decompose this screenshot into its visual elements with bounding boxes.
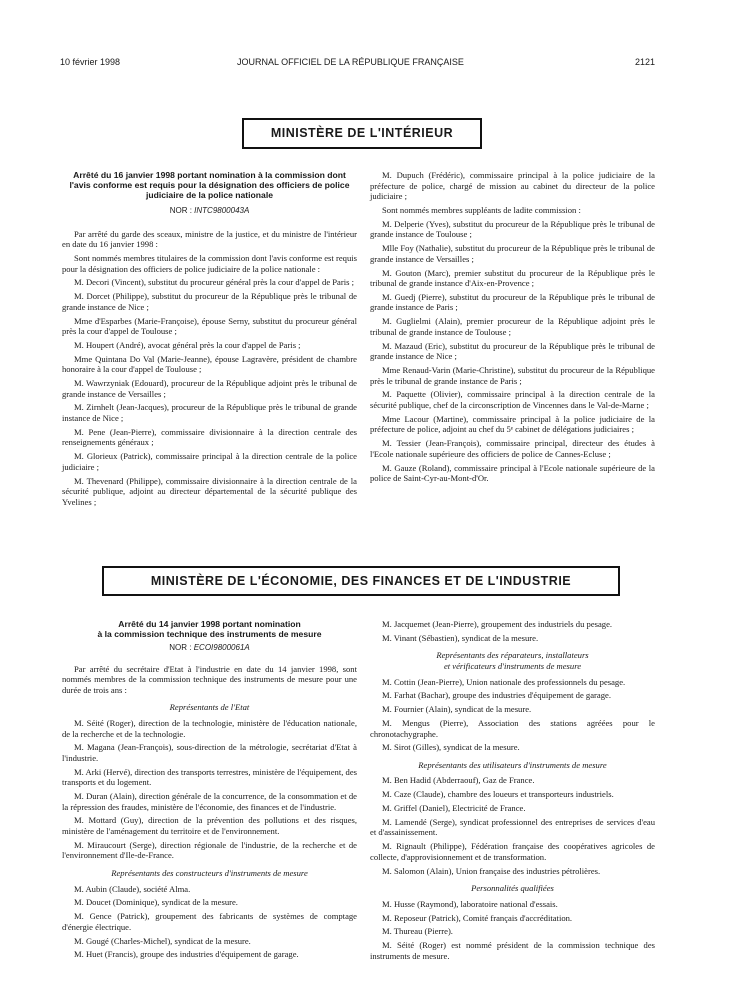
decree-paragraph: M. Delperie (Yves), substitut du procureur de la République près le tribunal de grande instance de Toulouse ; xyxy=(370,218,655,240)
member-entry: M. Rignault (Philippe), Fédération française des coopératives agricoles de collecte, d'approvisionnement et de transformation. xyxy=(370,841,655,862)
member-entry: M. Farhat (Bachar), groupe des industries d'équipement de garage. xyxy=(382,690,611,701)
member-entry: M. Doucet (Dominique), syndicat de la mesure. xyxy=(74,897,238,908)
decree-paragraph: M. Mazaud (Eric), substitut du procureur de la République près le tribunal de grande instance de Nice ; xyxy=(370,340,655,362)
member-entry: M. Aubin (Claude), société Alma. xyxy=(74,883,191,894)
decree-paragraph: M. Dorcet (Philippe), substitut du procureur de la République près le tribunal de grande instance de Nice ; xyxy=(62,291,357,312)
decree-paragraph: Sont nommés membres titulaires de la commission dont l'avis conforme est requis pour la désignation des officiers de police judiciaire de la police nationale : xyxy=(62,252,357,274)
list-utilisateurs xyxy=(370,775,655,876)
member-entry: M. Magana (Jean-François), sous-direction de la métrologie, secrétariat d'Etat à l'industrie. xyxy=(62,742,357,763)
member-entry: M. Séité (Roger), direction de la technologie, ministère de l'éducation nationale, de la recherche et de la technologie. xyxy=(62,717,357,739)
member-entry: M. Caze (Claude), chambre des loueurs et transporteurs industriels. xyxy=(382,789,614,800)
nor-reference: NOR : ECOI9800061A xyxy=(169,643,250,652)
decree-paragraph: M. Zirnhelt (Jean-Jacques), procureur de la République près le tribunal de grande instance de Nice ; xyxy=(62,402,357,423)
decree-intro: Par arrêté du secrétaire d'Etat à l'industrie en date du 14 janvier 1998, sont nommés membres de la commission technique des instruments de mesure pour une durée de trois ans : xyxy=(62,663,357,695)
section1-right-column xyxy=(370,170,655,487)
section2-right-column xyxy=(370,619,655,964)
decree-paragraph: M. Tessier (Jean-François), commissaire principal, directeur des études à l'Ecole nationale supérieure des officiers de police de Cannes-Ecluse ; xyxy=(370,438,655,459)
decree-title: Arrêté du 16 janvier 1998 portant nomination à la commission dont l'avis conforme est requis pour la désignation des officiers de police judiciaire de la police nationale xyxy=(69,170,350,200)
decree-paragraph: Mme Quintana Do Val (Marie-Jeanne), épouse Lagravère, président de chambre honoraire à la cour d'appel de Toulouse ; xyxy=(62,353,357,375)
decree-paragraph: M. Guedj (Pierre), substitut du procureur de la République près le tribunal de grande instance de Paris ; xyxy=(370,291,655,313)
member-entry: M. Huet (Francis), groupe des industries d'équipement de garage. xyxy=(74,949,299,960)
ministry-heading-economie: MINISTÈRE DE L'ÉCONOMIE, DES FINANCES ET DE L'INDUSTRIE xyxy=(102,566,620,596)
nor-code: INTC9800043A xyxy=(194,206,250,215)
list-constructeurs-continued xyxy=(370,619,655,643)
decree-title: Arrêté du 14 janvier 1998 portant nomination à la commission technique des instruments de mesure xyxy=(97,619,322,639)
member-entry: M. Jacquemet (Jean-Pierre), groupement des industriels du pesage. xyxy=(382,619,613,629)
subheading-utilisateurs: Représentants des utilisateurs d'instruments de mesure xyxy=(418,759,607,770)
decree-paragraph: M. Houpert (André), avocat général près la cour d'appel de Paris ; xyxy=(74,339,301,350)
decree-paragraph: Sont nommés membres suppléants de ladite commission : xyxy=(382,204,581,215)
member-entry: M. Fournier (Alain), syndicat de la mesure. xyxy=(382,704,532,715)
list-reparateurs xyxy=(370,677,655,753)
member-entry: M. Ben Hadid (Abderraouf), Gaz de France. xyxy=(382,775,535,786)
decree-paragraph: M. Thevenard (Philippe), commissaire divisionnaire à la direction centrale de la sécurité publique, adjoint au directeur départemental de la sécurité publique des Yvelines ; xyxy=(62,475,357,507)
subheading-constructeurs: Représentants des constructeurs d'instruments de mesure xyxy=(111,868,308,879)
decree-paragraph: M. Paquette (Olivier), commissaire principal à la direction centrale de la sécurité publique, chef de la circonscription de Vincennes dans le Val-de-Marne ; xyxy=(370,389,655,410)
journal-title: JOURNAL OFFICIEL DE LA RÉPUBLIQUE FRANÇAISE xyxy=(237,57,464,67)
section1-left-column xyxy=(62,170,357,511)
member-entry: M. Duran (Alain), direction générale de la concurrence, de la consommation et de la répression des fraudes, ministère de l'économie, des finances et de l'industrie. xyxy=(62,791,357,812)
decree-body-continued xyxy=(370,170,655,484)
decree-paragraph: M. Guglielmi (Alain), premier procureur de la République adjoint près le tribunal de grande instance de Toulouse ; xyxy=(370,316,655,337)
nor-code: ECOI9800061A xyxy=(193,643,250,652)
decree-paragraph: M. Dupuch (Frédéric), commissaire principal à la police judiciaire de la préfecture de police, chargé de mission au cabinet du directeur de la police judiciaire ; xyxy=(370,170,655,202)
decree-paragraph: M. Decori (Vincent), substitut du procureur général près la cour d'appel de Paris ; xyxy=(74,277,355,288)
member-entry: M. Thureau (Pierre). xyxy=(382,926,453,937)
member-entry: M. Sirot (Gilles), syndicat de la mesure. xyxy=(382,742,520,753)
decree-paragraph: Mme Lacour (Martine), commissaire principal à la police judiciaire de la préfecture de police, adjoint au chef du 5ᵉ cabinet de délégations judiciaires ; xyxy=(370,413,655,435)
ministry-heading-interieur: MINISTÈRE DE L'INTÉRIEUR xyxy=(242,118,482,149)
section2-left-column xyxy=(62,619,357,963)
decree-paragraph: M. Gouton (Marc), premier substitut du procureur de la République près le tribunal de grande instance d'Aix-en-Provence ; xyxy=(370,267,655,289)
member-entry: M. Gougé (Charles-Michel), syndicat de la mesure. xyxy=(74,935,251,946)
member-entry: M. Cottin (Jean-Pierre), Union nationale des professionnels du pesage. xyxy=(382,676,626,687)
decree-paragraph: M. Pene (Jean-Pierre), commissaire divisionnaire à la direction centrale des renseignements généraux ; xyxy=(62,426,357,448)
member-entry: M. Mottard (Guy), direction de la prévention des pollutions et des risques, ministère de l'aménagement du territoire et de l'environnement. xyxy=(62,815,357,837)
list-etat xyxy=(62,718,357,861)
member-entry: M. Griffel (Daniel), Electricité de France. xyxy=(382,803,526,814)
subheading-personnalites: Personnalités qualifiées xyxy=(471,883,554,894)
member-entry: M. Mengus (Pierre), Association des stations agréées pour le chronotachygraphe. xyxy=(370,717,655,739)
nor-reference: NOR : INTC9800043A xyxy=(169,206,250,215)
member-entry: M. Reposeur (Patrick), Comité français d'accréditation. xyxy=(382,912,573,923)
member-entry: M. Lamendé (Serge), syndicat professionnel des entreprises de services d'eau et d'assainissement. xyxy=(370,816,655,838)
page-date: 10 février 1998 xyxy=(60,57,121,67)
decree-paragraph: Mlle Foy (Nathalie), substitut du procureur de la République près le tribunal de grande instance de Versailles ; xyxy=(370,243,655,264)
decree-paragraph: M. Wawrzyniak (Edouard), procureur de la République adjoint près le tribunal de grande instance de Versailles ; xyxy=(62,378,357,399)
member-entry: M. Arki (Hervé), direction des transports terrestres, ministère de l'équipement, des transports et du logement. xyxy=(62,766,357,788)
member-entry: M. Salomon (Alain), Union française des industries pétrolières. xyxy=(382,865,601,876)
member-entry: M. Gence (Patrick), groupement des fabricants de systèmes de comptage d'énergie électrique. xyxy=(62,911,357,932)
member-entry: M. Miraucourt (Serge), direction régionale de l'industrie, de la recherche et de l'environnement d'Ile-de-France. xyxy=(62,839,357,861)
decree-paragraph: Mme d'Esparbes (Marie-Françoise), épouse Serny, substitut du procureur général près la cour d'appel de Toulouse ; xyxy=(62,315,357,337)
subheading-etat: Représentants de l'Etat xyxy=(169,702,250,713)
page-number: 2121 xyxy=(634,57,655,67)
decree-paragraph: Mme Renaud-Varin (Marie-Christine), substitut du procureur de la République près le tribunal de grande instance de Paris ; xyxy=(370,365,655,386)
list-personnalites xyxy=(370,899,655,937)
decree-paragraph: M. Gauze (Roland), commissaire principal à l'Ecole nationale supérieure de la police de Saint-Cyr-au-Mont-d'Or. xyxy=(370,462,655,484)
decree-body xyxy=(62,229,357,508)
decree-paragraph: M. Glorieux (Patrick), commissaire principal à la direction centrale de la police judiciaire ; xyxy=(62,451,357,472)
decree-paragraph: Par arrêté du garde des sceaux, ministre de la justice, et du ministre de l'intérieur en date du 16 janvier 1998 : xyxy=(62,228,357,250)
member-entry: M. Husse (Raymond), laboratoire national d'essais. xyxy=(382,898,558,909)
subheading-reparateurs: Représentants des réparateurs, installateurs et vérificateurs d'instruments de mesure xyxy=(436,650,589,671)
decree-closing: M. Séité (Roger) est nommé président de la commission technique des instruments de mesure. xyxy=(370,940,655,961)
list-constructeurs xyxy=(62,884,357,960)
member-entry: M. Vinant (Sébastien), syndicat de la mesure. xyxy=(382,632,539,643)
